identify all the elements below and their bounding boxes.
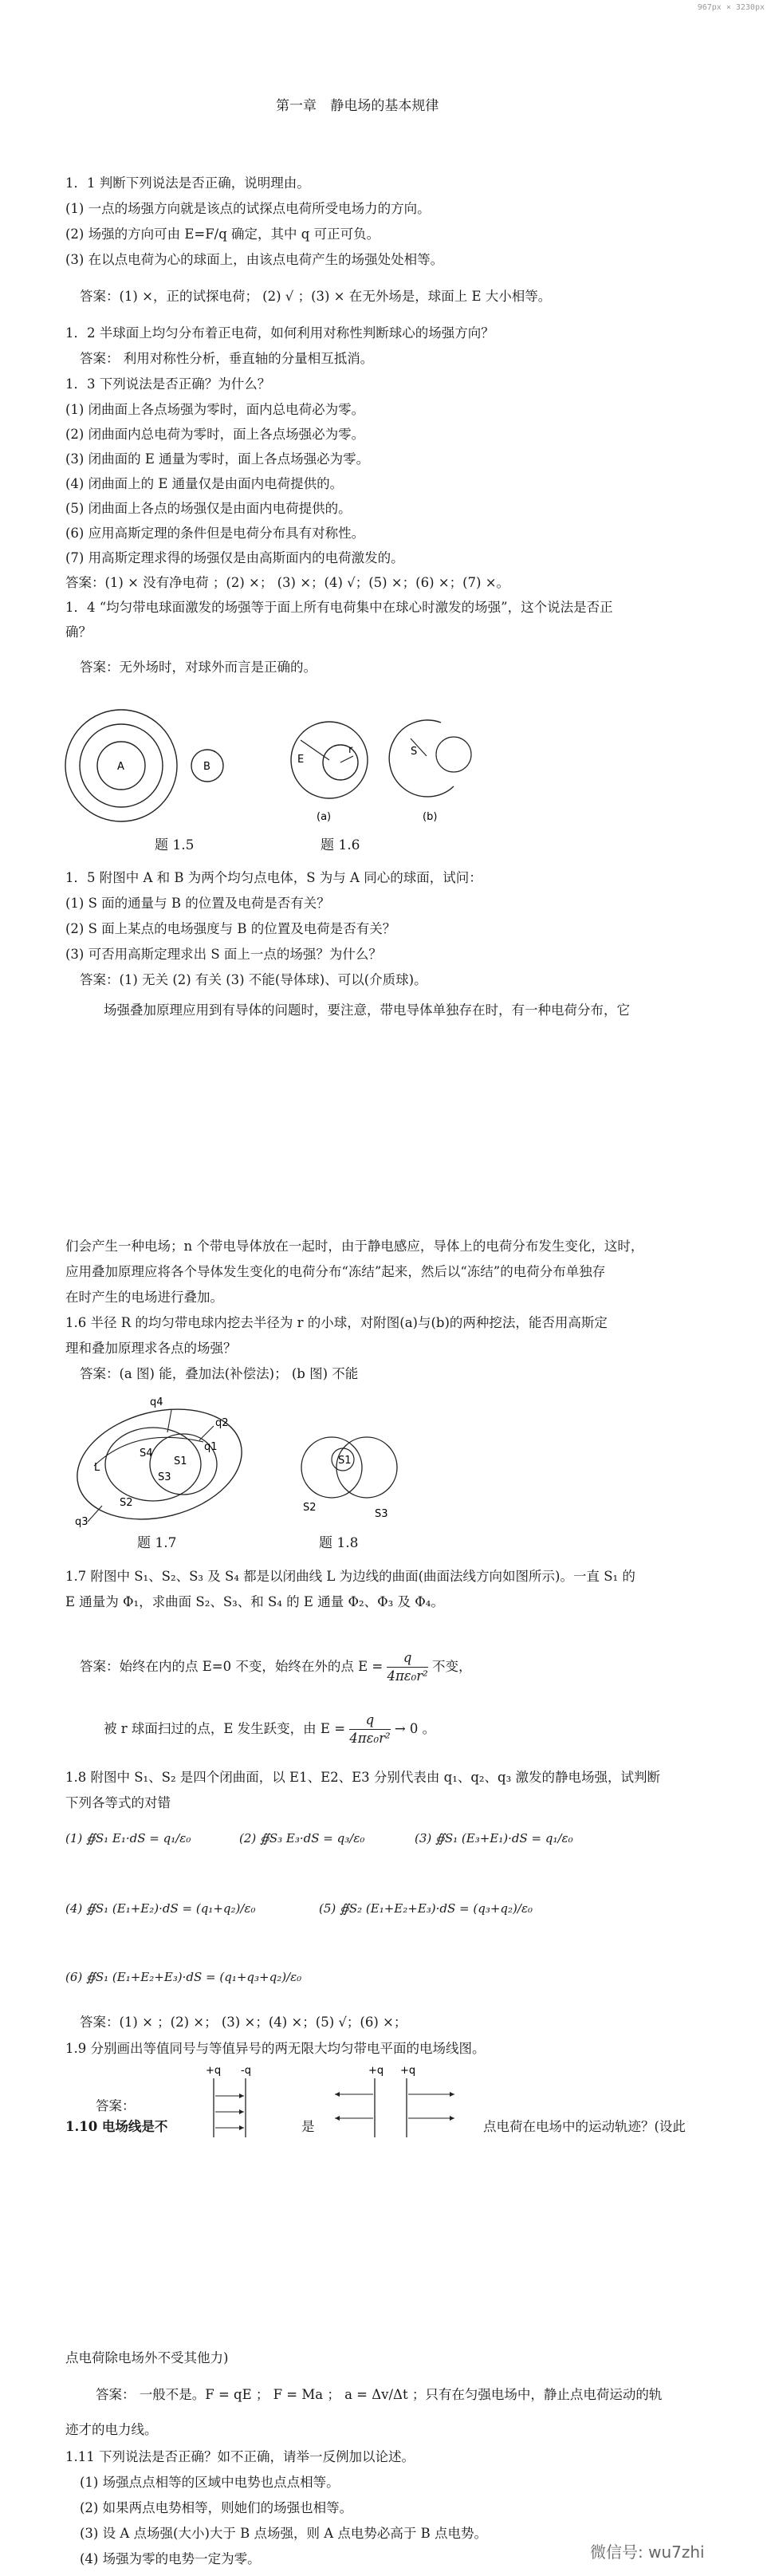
q1-5-answer: 答案：(1) 无关 (2) 有关 (3) 不能(导体球)、可以(介质球)。 <box>80 972 427 987</box>
frac-num: q <box>387 1649 427 1668</box>
watermark: 微信号: wu7zhi <box>590 2543 705 2562</box>
q1-8-answer: 答案：(1) × ；(2) ×； (3) ×；(4) ×；(5) √；(6) ×； <box>80 2015 407 2030</box>
q1-7-line: E 通量为 Φ₁，求曲面 S₂、S₃、和 S₄ 的 E 通量 Φ₂、Φ₃ 及 Φ₄。 <box>65 1594 444 1609</box>
q1-1-item: (2) 场强的方向可由 E=F/q 确定，其中 q 可正可负。 <box>65 226 380 242</box>
fig-label-q1: q1 <box>204 1441 218 1453</box>
plus-q-label-2: +q <box>368 2065 384 2077</box>
q1-8-formula-5: (5) ∯S₂ (E₁+E₂+E₃)·dS = (q₃+q₂)/ε₀ <box>319 1901 533 1916</box>
minus-q-label: -q <box>241 2065 251 2077</box>
fig-label-s: S <box>411 746 418 758</box>
q1-7-answer-text: 答案：始终在内的点 E=0 不变，始终在外的点 E = <box>80 1659 384 1674</box>
q1-10-part-c: 点电荷在电场中的运动轨迹？(设此 <box>483 2119 686 2134</box>
fig-label-b: (b) <box>423 811 438 823</box>
fig-label-e: E <box>297 754 305 766</box>
q1-5-heading: 1．5 附图中 A 和 B 为两个均匀点电体，S 为与 A 同心的球面，试问： <box>65 870 482 885</box>
fig-label-l: L <box>94 1462 100 1474</box>
figure-1-6 <box>283 700 482 836</box>
fig-1-8-caption: 题 1.8 <box>319 1535 359 1551</box>
q1-5-item: (3) 可否用高斯定理求出 S 面上一点的场强？为什么？ <box>65 947 382 962</box>
fig-label-s3: S3 <box>158 1471 171 1483</box>
q1-7-fraction-2 <box>349 1711 390 1747</box>
q1-11-item: (4) 场强为零的电势一定为零。 <box>80 2551 261 2566</box>
q1-10-part-b: 是 <box>301 2119 315 2134</box>
q1-9-heading: 1.9 分别画出等值同号与等值异号的两无限大均匀带电平面的电场线图。 <box>65 2041 486 2056</box>
q1-3-item: (1) 闭曲面上各点场强为零时，面内总电荷必为零。 <box>65 402 365 417</box>
fig-1-7-caption: 题 1.7 <box>137 1535 177 1551</box>
frac-den: 4πε₀r² <box>387 1668 428 1684</box>
q1-11-item: (1) 场强点点相等的区域中电势也点点相等。 <box>80 2475 340 2490</box>
frac-num: q <box>349 1711 390 1730</box>
fig-label-s4: S4 <box>140 1448 153 1459</box>
q1-5-para: 应用叠加原理应将各个导体发生变化的电荷分布“冻结”起来，然后以“冻结”的电荷分布单独存 <box>65 1264 606 1279</box>
fig-label-s1: S1 <box>174 1455 187 1467</box>
q1-5-para: 们会产生一种电场；n 个带电导体放在一起时，由于静电感应，导体上的电荷分布发生变化，这时， <box>65 1239 644 1254</box>
q1-11-heading: 1.11 下列说法是否正确？如不正确，请举一反例加以论述。 <box>65 2449 415 2464</box>
q1-7-answer <box>80 1649 472 1685</box>
q1-3-heading: 1．3 下列说法是否正确？为什么？ <box>65 376 271 392</box>
q1-1-answer: 答案：(1) ×，正的试探电荷； (2) √ ；(3) × 在无外场是，球面上 E 大小相等。 <box>80 289 552 304</box>
q1-8-line: 下列各等式的对错 <box>65 1795 171 1810</box>
q1-3-answer: 答案：(1) × 没有净电荷 ；(2) ×； (3) ×；(4) √；(5) ×；(6) ×；(7) ×。 <box>65 575 510 590</box>
fig-1-6-caption: 题 1.6 <box>321 837 360 853</box>
q1-7-answer2 <box>104 1711 435 1747</box>
fig-label-a: (a) <box>317 811 332 823</box>
q1-10-part-a: 1.10 电场线是不 <box>65 2119 168 2134</box>
q1-3-item: (6) 应用高斯定理的条件但是电荷分布具有对称性。 <box>65 526 365 541</box>
fig-label-q3: q3 <box>75 1516 89 1528</box>
fig-label-s3b: S3 <box>375 1508 388 1520</box>
figure-1-5 <box>64 702 271 829</box>
q1-8-formula-3: (3) ∯S₁ (E₃+E₁)·dS = q₁/ε₀ <box>415 1831 573 1845</box>
q1-4-line: 1．4 “均匀带电球面激发的场强等于面上所有电荷集中在球心时激发的场强”，这个说法是否正 <box>65 600 613 615</box>
figure-1-7 <box>64 1394 263 1530</box>
figure-1-9-opposite <box>191 2064 279 2144</box>
q1-8-line: 1.8 附图中 S₁、S₂ 是四个闭曲面，以 E1、E2、E3 分别代表由 q₁、q₂、q₃ 激发的静电场强，试判断 <box>65 1770 660 1785</box>
q1-2-answer: 答案： 利用对称性分析，垂直轴的分量相互抵消。 <box>80 351 374 366</box>
plus-q-label: +q <box>206 2065 222 2077</box>
figure-1-9-same <box>327 2064 470 2144</box>
q1-5-item: (1) S 面的通量与 B 的位置及电荷是否有关？ <box>65 896 330 911</box>
fig-1-5-caption: 题 1.5 <box>155 837 195 853</box>
q1-10-answer: 答案： 一般不是。F = qE ； F = Ma ； a = Δv/Δt ；只有在匀强电场中，静止点电荷运动的轨 <box>96 2387 663 2402</box>
q1-3-item: (3) 闭曲面的 E 通量为零时，面上各点场强必为零。 <box>65 451 370 467</box>
fig-label-s2b: S2 <box>303 1502 317 1514</box>
fig-label-s1b: S1 <box>338 1455 352 1467</box>
q1-7-answer2-text: 被 r 球面扫过的点，E 发生跃变，由 E = <box>104 1721 346 1736</box>
fig-label-a-upper: A <box>117 761 124 773</box>
fig-label-s2: S2 <box>120 1497 133 1509</box>
q1-8-formula-4: (4) ∯S₁ (E₁+E₂)·dS = (q₁+q₂)/ε₀ <box>65 1901 256 1916</box>
q1-7-fraction <box>387 1649 427 1685</box>
q1-5-para: 场强叠加原理应用到有导体的问题时，要注意，带电导体单独存在时，有一种电荷分布，它 <box>104 1002 630 1018</box>
q1-10-line2: 点电荷除电场外不受其他力) <box>65 2350 229 2365</box>
figure-1-8 <box>287 1428 431 1523</box>
q1-3-item: (2) 闭曲面内总电荷为零时，面上各点场强必为零。 <box>65 427 365 442</box>
q1-3-item: (5) 闭曲面上各点的场强仅是由面内电荷提供的。 <box>65 501 352 516</box>
q1-9-answer: 答案： <box>96 2098 136 2113</box>
chapter-title: 第一章 静电场的基本规律 <box>276 98 439 114</box>
q1-7-answer2-tail: → 0 。 <box>394 1721 436 1736</box>
q1-8-formula-6: (6) ∯S₁ (E₁+E₂+E₃)·dS = (q₁+q₃+q₂)/ε₀ <box>65 1970 302 1984</box>
q1-4-answer: 答案：无外场时，对球外而言是正确的。 <box>80 660 317 675</box>
q1-3-item: (7) 用高斯定理求得的场强仅是由高斯面内的电荷激发的。 <box>65 550 404 565</box>
q1-7-line: 1.7 附图中 S₁、S₂、S₃ 及 S₄ 都是以闭曲线 L 为边线的曲面(曲面法线方向如图所示)。一直 S₁ 的 <box>65 1569 635 1584</box>
q1-11-item: (3) 设 A 点场强(大小)大于 B 点场强，则 A 点电势必高于 B 点电势。 <box>80 2526 488 2541</box>
q1-8-formula-2: (2) ∯S₃ E₃·dS = q₃/ε₀ <box>239 1831 365 1845</box>
q1-10-answer2: 迹才的电力线。 <box>65 2422 158 2437</box>
frac-den: 4πε₀r² <box>349 1731 391 1746</box>
dimension-label: 967px × 3230px <box>697 3 765 12</box>
q1-6-line: 理和叠加原理求各点的场强？ <box>65 1341 237 1356</box>
plus-q-label-3: +q <box>400 2065 416 2077</box>
q1-1-item: (3) 在以点电荷为心的球面上，由该点电荷产生的场强处处相等。 <box>65 252 444 267</box>
q1-2-heading: 1．2 半球面上均匀分布着正电荷，如何利用对称性判断球心的场强方向？ <box>65 325 494 341</box>
q1-7-answer-tail: 不变， <box>432 1659 472 1674</box>
q1-6-answer: 答案：(a 图) 能，叠加法(补偿法)； (b 图) 不能 <box>80 1366 359 1381</box>
q1-1-heading: 1．1 判断下列说法是否正确，说明理由。 <box>65 175 310 191</box>
q1-11-item: (2) 如果两点电势相等，则她们的场强也相等。 <box>80 2500 353 2515</box>
fig-label-b-upper: B <box>203 761 210 773</box>
q1-4-line: 确？ <box>65 624 92 640</box>
fig-label-q2: q2 <box>215 1417 229 1429</box>
fig-label-r: r <box>348 744 353 756</box>
q1-8-formula-1: (1) ∯S₁ E₁·dS = q₁/ε₀ <box>65 1831 191 1845</box>
fig-label-q4: q4 <box>150 1396 163 1408</box>
q1-1-item: (1) 一点的场强方向就是该点的试探点电荷所受电场力的方向。 <box>65 201 431 216</box>
q1-5-para: 在时产生的电场进行叠加。 <box>65 1290 223 1305</box>
q1-6-line: 1.6 半径 R 的均匀带电球内挖去半径为 r 的小球，对附图(a)与(b)的两种挖法，能否用高斯定 <box>65 1315 608 1330</box>
q1-5-item: (2) S 面上某点的电场强度与 B 的位置及电荷是否有关？ <box>65 921 396 936</box>
q1-3-item: (4) 闭曲面上的 E 通量仅是由面内电荷提供的。 <box>65 476 344 491</box>
